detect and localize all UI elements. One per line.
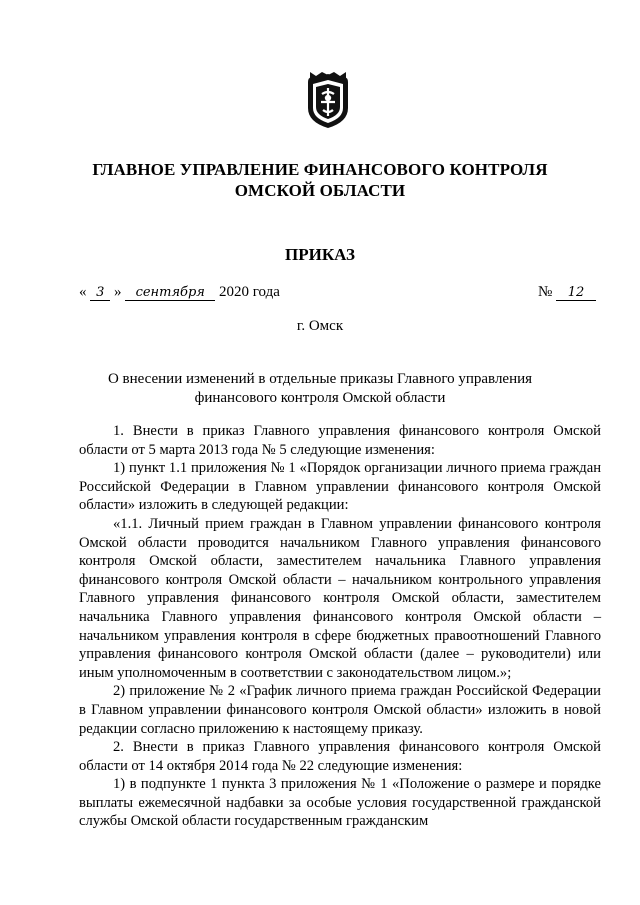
document-subject [0,370,640,408]
body-paragraph: 2. Внести в приказ Главного управления финансового контроля Омской области от 14 октября 2014 года № 22 следующие изменения: [79,739,601,774]
document-date [79,284,280,301]
body-paragraph: 1) в подпункте 1 пункта 3 приложения № 1 «Положение о размере и порядке выплаты ежемесячной надбавки за особые условия государственной гражданской службы Омской области государственным гражданским [79,776,601,830]
body-paragraph: 1) пункт 1.1 приложения № 1 «Порядок организации личного приема граждан Российской Федерации в Главном управлении финансового контроля Омской области» изложить в следующей редакции: [79,460,601,514]
body-paragraph: 2) приложение № 2 «График личного приема граждан Российской Федерации в Главном управлении финансового контроля Омской области» изложить в новой редакции согласно приложению к настоящему приказу. [79,683,601,737]
date-open-quote: « [79,284,87,300]
subject-line2: финансового контроля Омской области [194,390,446,406]
number-prefix: № [538,284,553,300]
body-paragraph: «1.1. Личный прием граждан в Главном управлении финансового контроля Омской области проводится начальником Главного управления финансового контроля Омской области, заместителем начальника Главного управления финансового контроля Омской области – начальником контрольного управления Главного управления финансового контроля Омской области, заместителем начальника Главного управления финансового контроля Омской области – начальником управления контроля в сфере бюджетных правоотношений Главного управления финансового контроля Омской области (далее – руководители) или иным уполномоченным в соответствии с законодательством лицом.»; [79,515,601,681]
subject-line1: О внесении изменений в отдельные приказы Главного управления [107,371,533,387]
organization-name-line2: ОМСКОЙ ОБЛАСТИ [234,181,406,200]
body-paragraph: 1. Внести в приказ Главного управления финансового контроля Омской области от 5 марта 2013 года № 5 следующие изменения: [79,423,601,458]
date-year: 2020 года [219,284,280,300]
number-value-handwritten: 12 [556,286,596,301]
date-month-handwritten: сентября [125,286,215,301]
document-body [79,422,601,831]
document-type: ПРИКАЗ [285,245,355,264]
coat-of-arms-icon [304,72,352,130]
document-number [538,284,596,301]
date-day-handwritten: 3 [90,286,110,301]
organization-name-line1: ГЛАВНОЕ УПРАВЛЕНИЕ ФИНАНСОВОГО КОНТРОЛЯ [92,160,548,179]
document-city: г. Омск [296,318,344,334]
date-close-quote: » [114,284,122,300]
